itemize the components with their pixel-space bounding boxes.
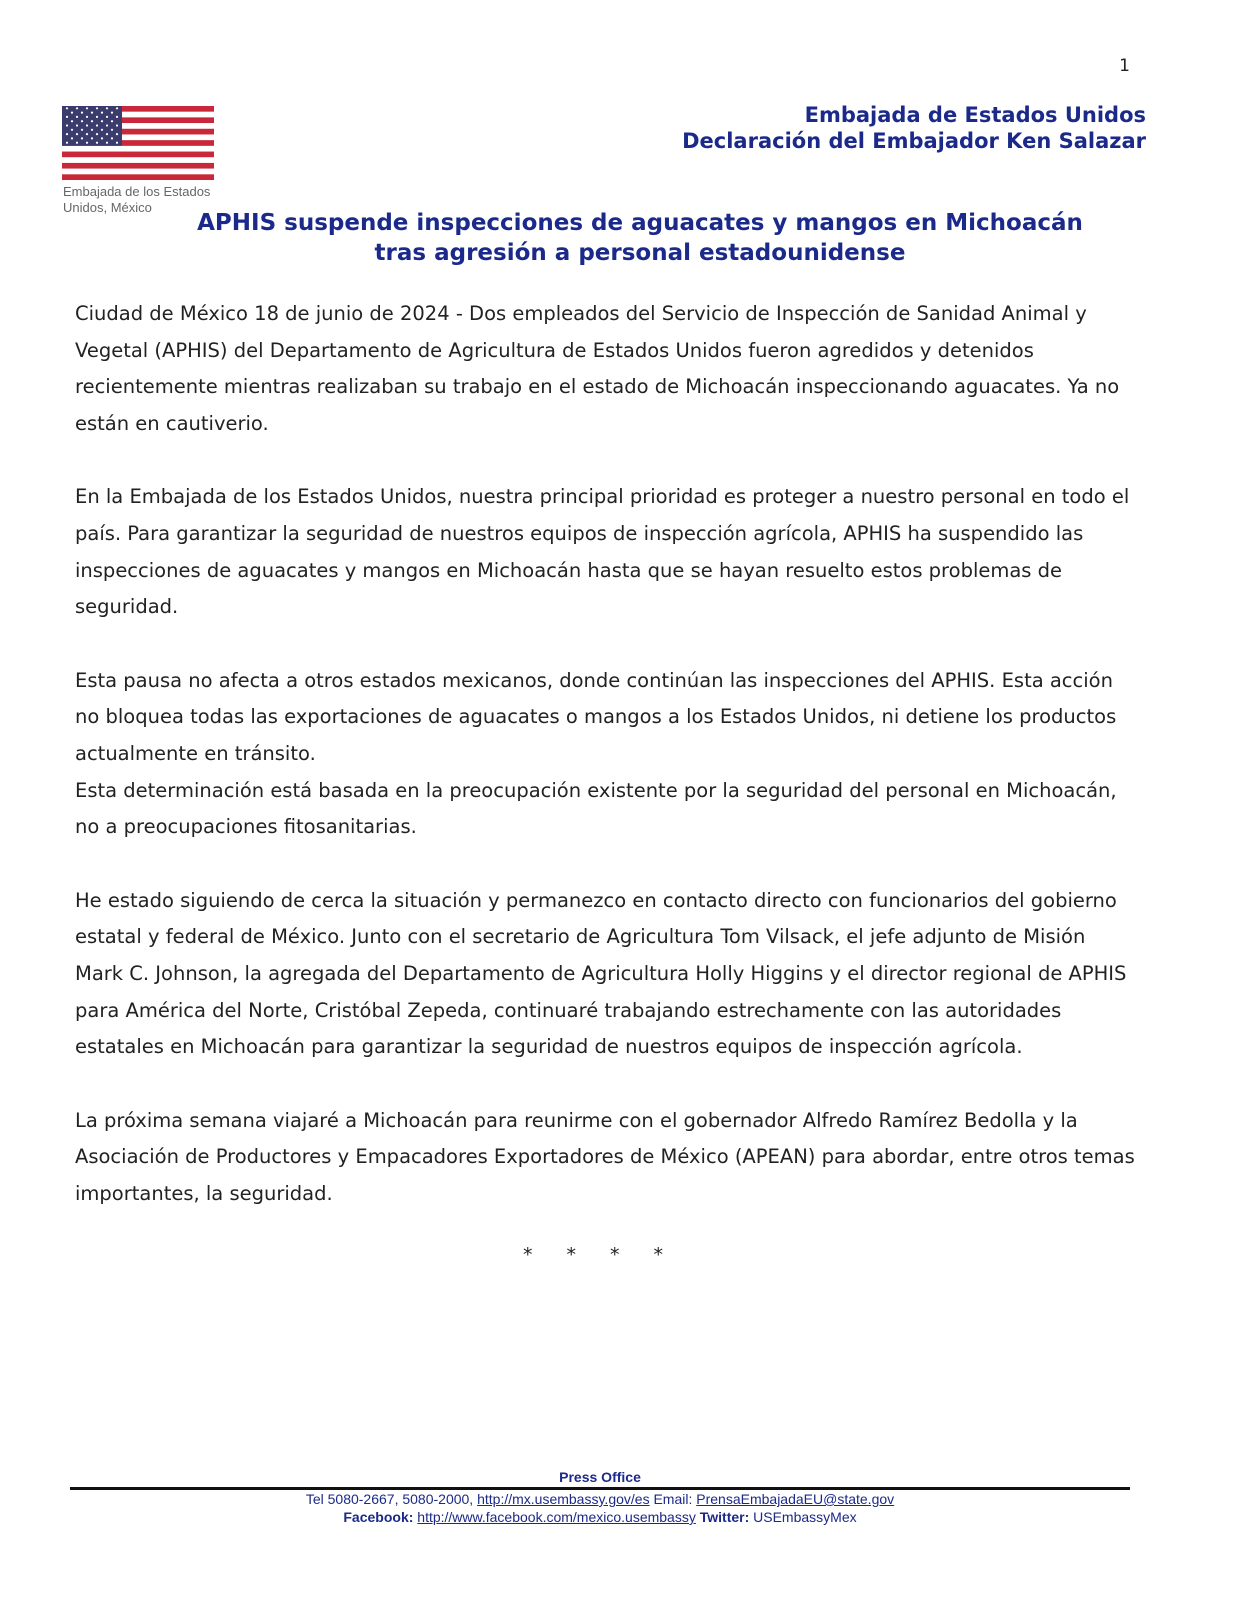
flag-star <box>106 124 108 126</box>
flag-star <box>101 112 103 114</box>
letterhead <box>682 102 1146 154</box>
flag-star <box>91 129 93 131</box>
flag-star <box>91 120 93 122</box>
footer-facebook-label: Facebook: <box>343 1509 414 1525</box>
letterhead-embassy: Embajada de Estados Unidos <box>804 103 1146 127</box>
paragraph-4: Esta determinación está basada en la preocupación existente por la seguridad del personal en Michoacán, no a preocupaciones fitosanitarias. <box>75 778 1117 839</box>
flag-star <box>116 116 118 118</box>
flag-star <box>106 107 108 109</box>
flag-star <box>66 107 68 109</box>
flag-star <box>81 120 83 122</box>
footer-tel: Tel 5080-2667, 5080-2000, <box>305 1491 474 1507</box>
flag-star <box>96 124 98 126</box>
flag-star <box>71 120 73 122</box>
flag-star <box>111 129 113 131</box>
flag-star <box>96 107 98 109</box>
flag-star <box>96 142 98 144</box>
paragraph-5: He estado siguiendo de cerca la situación y permanezco en contacto directo con funcionarios del gobierno estatal y federal de México. Junto con el secretario de Agricultura Tom Vilsack, el jefe adjunto de Misión Mark C. Johnson, la agregada del Departamento de Agricultura Holly Higgins y el director regional de APHIS para América del Norte, Cristóbal Zepeda, continuaré trabajando estrechamente con las autoridades estatales en Michoacán para garantizar la seguridad de nuestros equipos de inspección agrícola. <box>75 888 1127 1059</box>
flag-star <box>106 116 108 118</box>
footer-twitter-handle: USEmbassyMex <box>753 1509 857 1525</box>
footer-website-link[interactable]: http://mx.usembassy.gov/es <box>477 1491 650 1507</box>
flag-star <box>106 142 108 144</box>
footer-email-link[interactable]: PrensaEmbajadaEU@state.gov <box>696 1491 895 1507</box>
footer-contact-line <box>0 1491 1200 1507</box>
flag-star <box>66 124 68 126</box>
flag-star <box>106 133 108 135</box>
flag-star <box>81 129 83 131</box>
flag-star <box>86 116 88 118</box>
end-mark: * * * * <box>522 1244 678 1266</box>
flag-star <box>76 107 78 109</box>
paragraph-1: Ciudad de México 18 de junio de 2024 - Dos empleados del Servicio de Inspección de Sanidad Animal y Vegetal (APHIS) del Departamento de Agricultura de Estados Unidos fueron agredidos y detenidos recientemente mientras realizaban su trabajo en el estado de Michoacán inspeccionando aguacates. Ya no están en cautiverio. <box>75 302 1120 435</box>
flag-star <box>71 129 73 131</box>
flag-star <box>66 142 68 144</box>
footer-press-office: Press Office <box>559 1469 641 1485</box>
flag-star <box>86 142 88 144</box>
footer-email-label: Email: <box>653 1491 693 1507</box>
title-line2: tras agresión a personal estadounidense <box>374 240 906 266</box>
letterhead-statement: Declaración del Embajador Ken Salazar <box>682 129 1146 153</box>
flag-star <box>76 142 78 144</box>
flag-star <box>111 112 113 114</box>
flag-star <box>76 133 78 135</box>
flag-star <box>81 137 83 139</box>
flag-star <box>71 112 73 114</box>
document-title <box>180 208 1100 268</box>
paragraph-3: Esta pausa no afecta a otros estados mexicanos, donde continúan las inspecciones del APHIS. Esta acción no bloquea todas las exportaciones de aguacates o mangos a los Estados Unidos, ni detiene los productos actualmente en tránsito. <box>75 668 1117 765</box>
flag-star <box>101 137 103 139</box>
page-number: 1 <box>1119 56 1130 76</box>
flag-star <box>111 137 113 139</box>
paragraph-6: La próxima semana viajaré a Michoacán para reunirme con el gobernador Alfredo Ramírez Bedolla y la Asociación de Productores y Empacadores Exportadores de México (APEAN) para abordar, entre otros temas importantes, la seguridad. <box>75 1108 1135 1205</box>
footer-facebook-link[interactable]: http://www.facebook.com/mexico.usembassy <box>417 1509 696 1525</box>
flag-star <box>116 142 118 144</box>
footer-social-line <box>0 1509 1200 1525</box>
flag-star <box>116 124 118 126</box>
flag-star <box>86 124 88 126</box>
title-line1: APHIS suspende inspecciones de aguacates y mangos en Michoacán <box>197 210 1083 236</box>
document-body <box>75 296 1135 1249</box>
flag-star <box>101 120 103 122</box>
footer-divider <box>70 1487 1130 1490</box>
flag-star <box>81 112 83 114</box>
flag-star <box>76 116 78 118</box>
flag-star <box>111 120 113 122</box>
logo-caption-line2: Unidos, México <box>63 200 152 215</box>
flag-star <box>116 133 118 135</box>
flag-star <box>91 137 93 139</box>
flag-star <box>76 124 78 126</box>
us-flag-logo <box>62 106 214 180</box>
flag-star <box>86 133 88 135</box>
flag-star <box>101 129 103 131</box>
flag-star <box>86 107 88 109</box>
flag-star <box>91 112 93 114</box>
flag-star <box>66 133 68 135</box>
footer-twitter-label: Twitter: <box>699 1509 750 1525</box>
flag-star <box>96 133 98 135</box>
paragraph-2: En la Embajada de los Estados Unidos, nuestra principal prioridad es proteger a nuestro personal en todo el país. Para garantizar la seguridad de nuestros equipos de inspección agrícola, APHIS ha suspendido las inspecciones de aguacates y mangos en Michoacán hasta que se hayan resuelto estos problemas de seguridad. <box>75 485 1130 619</box>
flag-star <box>66 116 68 118</box>
flag-star <box>116 107 118 109</box>
flag-star <box>96 116 98 118</box>
logo-caption-line1: Embajada de los Estados <box>63 184 211 199</box>
flag-star <box>71 137 73 139</box>
